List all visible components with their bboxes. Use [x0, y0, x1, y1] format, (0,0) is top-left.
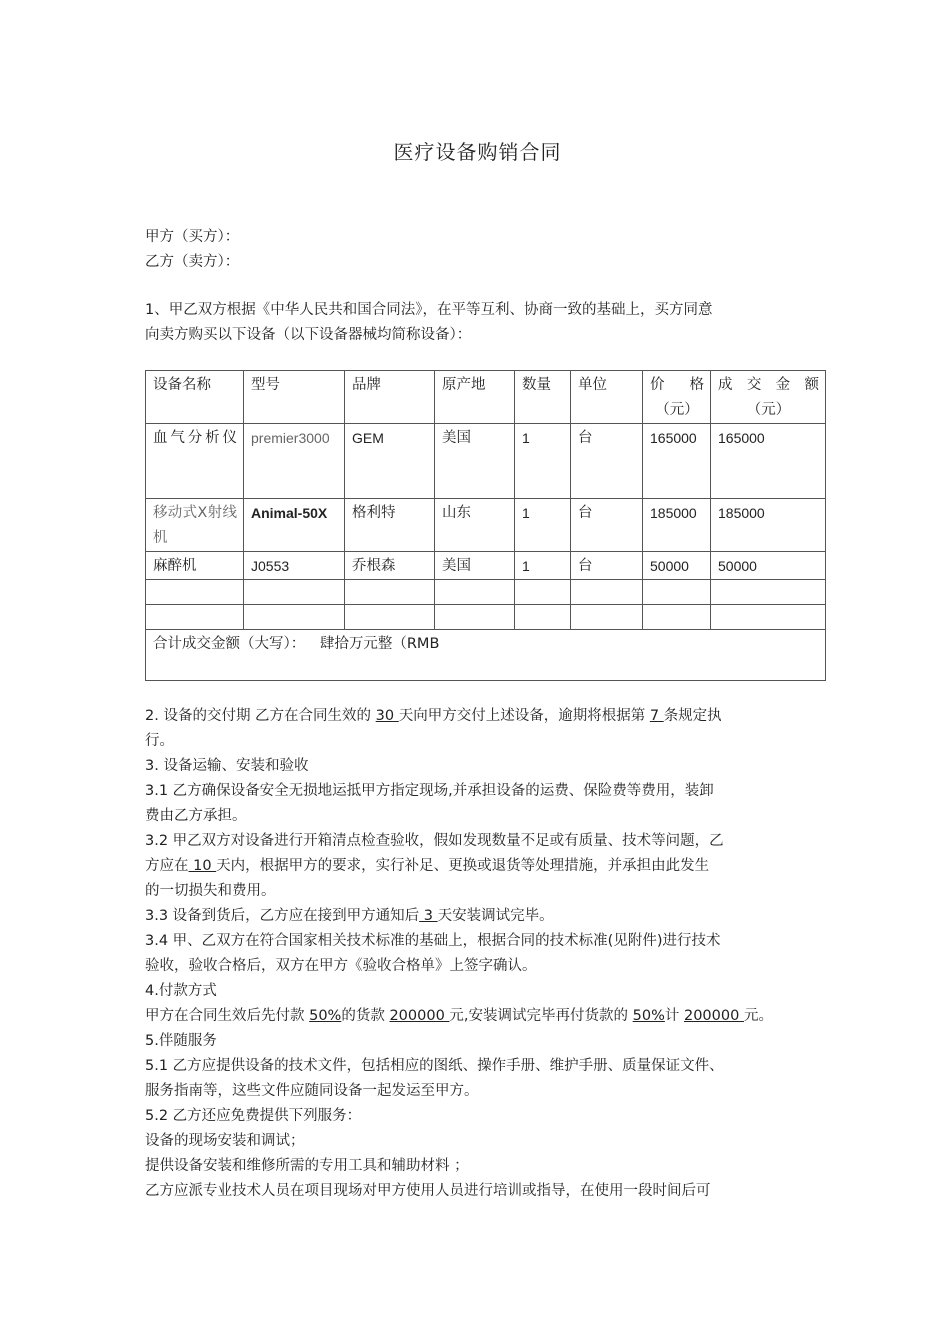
- clause3-1-line1: 3.1 乙方确保设备安全无损地运抵甲方指定现场,并承担设备的运费、保险费等费用，装卸: [145, 783, 714, 799]
- cell-origin: 山东: [435, 499, 515, 552]
- header-cell: 数量: [515, 371, 571, 424]
- cell-price: 165000: [643, 424, 711, 499]
- cell-model: J0553: [244, 552, 345, 580]
- clause4-text: 甲方在合同生效后先付款 50%的货款 200000 元,安装调试完毕再付货款的 50%计 200000 元。: [145, 1008, 773, 1024]
- table-row: [146, 552, 826, 580]
- total-cell: [146, 630, 826, 681]
- cell-equipment-name: 血气分析仪: [146, 424, 244, 499]
- header-cell: 原产地: [435, 371, 515, 424]
- cell-unit: 台: [571, 499, 643, 552]
- first-payment-percent: 50%: [309, 1008, 342, 1024]
- clause3-2-line2: 方应在 10 天内，根据甲方的要求，实行补足、更换或退货等处理措施，并承担由此发生: [145, 858, 710, 874]
- service-item: 设备的现场安装和调试；: [145, 1133, 305, 1149]
- cell-unit: 台: [571, 552, 643, 580]
- cell-model: Animal-50X: [244, 499, 345, 552]
- table-header-row: [146, 371, 826, 424]
- equipment-table: [145, 370, 826, 681]
- cell-model: premier3000: [244, 424, 345, 499]
- clause3-2-line3: 的一切损失和费用。: [145, 883, 276, 899]
- cell-origin: 美国: [435, 424, 515, 499]
- party-b-line: 乙方（卖方）：: [145, 254, 240, 270]
- cell-equipment-name: 麻醉机: [146, 552, 244, 580]
- header-cell-price: [643, 371, 711, 424]
- header-cell-amount: [711, 371, 826, 424]
- clause3-4-line1: 3.4 甲、乙双方在符合国家相关技术标准的基础上，根据合同的技术标准(见附件)进行技术: [145, 933, 721, 949]
- total-label: 合计成交金额（大写）：: [153, 636, 306, 652]
- party-a-line: 甲方（买方）：: [145, 229, 240, 245]
- clause5-1-line2: 服务指南等，这些文件应随同设备一起发运至甲方。: [145, 1083, 479, 1099]
- remedy-days: 10: [188, 858, 217, 874]
- total-value: 肆拾万元整（RMB: [319, 636, 440, 652]
- second-payment-amount: 200000: [683, 1008, 744, 1024]
- header-cell: 单位: [571, 371, 643, 424]
- clause4-heading: 4.付款方式: [145, 983, 217, 999]
- clause3-heading: 3. 设备运输、安装和验收: [145, 758, 309, 774]
- amount-header-unit: （元）: [746, 402, 791, 418]
- penalty-article: 7: [649, 708, 664, 724]
- delivery-days: 30: [375, 708, 399, 724]
- total-row: [146, 630, 826, 681]
- clause5-1-line1: 5.1 乙方应提供设备的技术文件，包括相应的图纸、操作手册、维护手册、质量保证文件、: [145, 1058, 724, 1074]
- empty-table-row: [146, 605, 826, 630]
- empty-table-row: [146, 580, 826, 605]
- second-payment-percent: 50%: [632, 1008, 665, 1024]
- clause5-heading: 5.伴随服务: [145, 1033, 217, 1049]
- cell-price: 185000: [643, 499, 711, 552]
- header-cell: 型号: [244, 371, 345, 424]
- install-days: 3: [419, 908, 438, 924]
- header-cell: 设备名称: [146, 371, 244, 424]
- table-row: [146, 424, 826, 499]
- clause3-2-line1: 3.2 甲乙双方对设备进行开箱清点检查验收，假如发现数量不足或有质量、技术等问题，乙: [145, 833, 724, 849]
- clause2-line1: 2. 设备的交付期 乙方在合同生效的 30 天向甲方交付上述设备，逾期将根据第 7 条规定执: [145, 708, 722, 724]
- price-header-label: 价 格: [650, 377, 704, 393]
- cell-unit: 台: [571, 424, 643, 499]
- cell-brand: 格利特: [345, 499, 435, 552]
- clause1-line1: 1、甲乙双方根据《中华人民共和国合同法》，在平等互利、协商一致的基础上，买方同意: [145, 302, 713, 318]
- cell-quantity: 1: [515, 499, 571, 552]
- header-cell: 品牌: [345, 371, 435, 424]
- cell-origin: 美国: [435, 552, 515, 580]
- price-header-unit: （元）: [655, 402, 699, 418]
- clause1-line2: 向卖方购买以下设备（以下设备器械均简称设备）：: [145, 327, 472, 343]
- table-row: [146, 499, 826, 552]
- cell-brand: GEM: [345, 424, 435, 499]
- cell-amount: 165000: [711, 424, 826, 499]
- service-item: 提供设备安装和维修所需的专用工具和辅助材料 ；: [145, 1158, 469, 1174]
- cell-quantity: 1: [515, 552, 571, 580]
- clause2-line2: 行。: [145, 733, 174, 749]
- cell-equipment-name: 移动式X射线机: [146, 499, 244, 552]
- clause3-1-line2: 费由乙方承担。: [145, 808, 247, 824]
- cell-amount: 185000: [711, 499, 826, 552]
- amount-header-label: 成交金额: [718, 377, 819, 393]
- cell-amount: 50000: [711, 552, 826, 580]
- cell-brand: 乔根森: [345, 552, 435, 580]
- document-title: 医疗设备购销合同: [393, 140, 562, 164]
- clause3-3-line: 3.3 设备到货后，乙方应在接到甲方通知后 3 天安装调试完毕。: [145, 908, 554, 924]
- cell-price: 50000: [643, 552, 711, 580]
- first-payment-amount: 200000: [389, 1008, 450, 1024]
- clause3-4-line2: 验收，验收合格后，双方在甲方《验收合格单》上签字确认。: [145, 958, 537, 974]
- cell-quantity: 1: [515, 424, 571, 499]
- service-item: 乙方应派专业技术人员在项目现场对甲方使用人员进行培训或指导，在使用一段时间后可: [145, 1183, 711, 1199]
- clause5-2-heading: 5.2 乙方还应免费提供下列服务：: [145, 1108, 362, 1124]
